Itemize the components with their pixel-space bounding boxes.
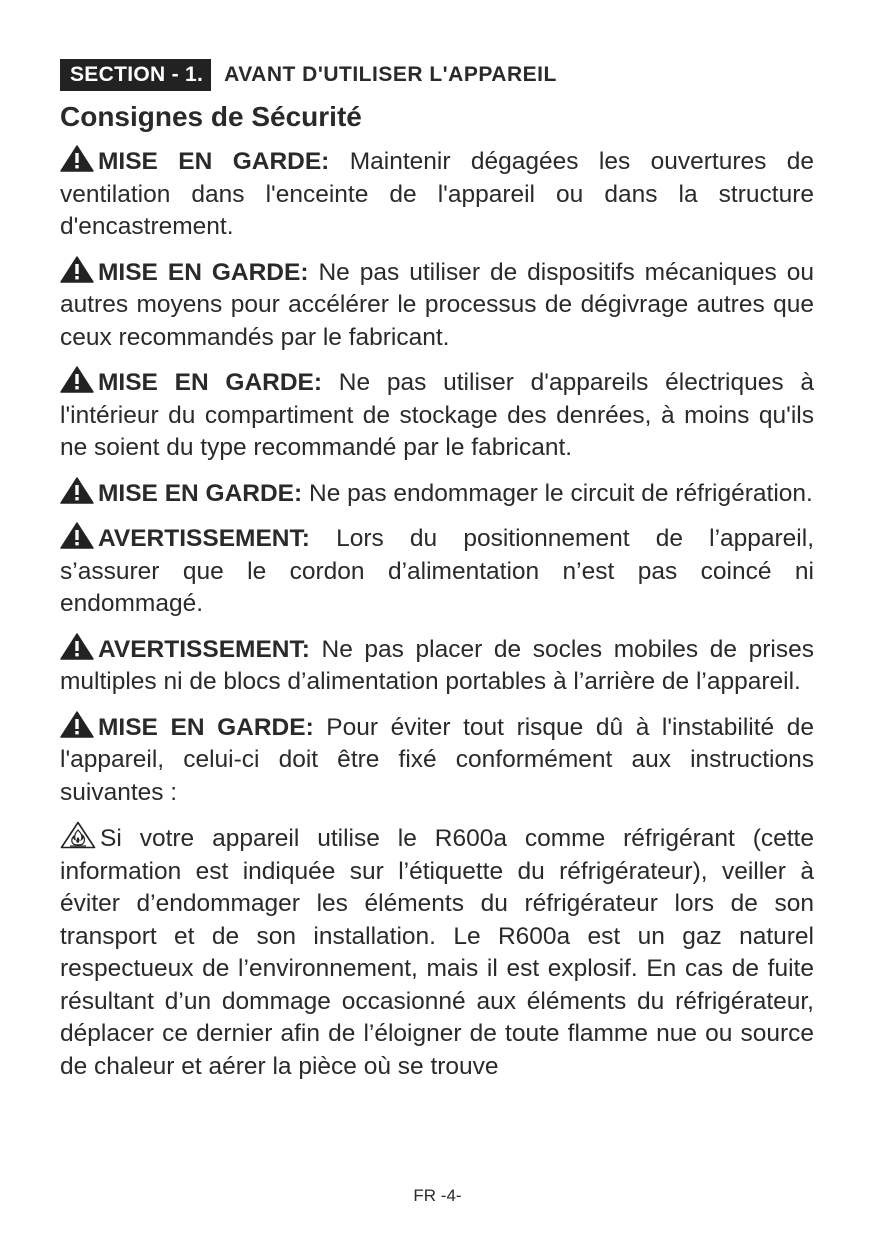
section-badge: SECTION - 1. (60, 59, 211, 91)
safety-item-circuit (60, 477, 814, 511)
item-label: MISE EN GARDE: (98, 713, 314, 741)
page-title: Consignes de Sécurité (60, 101, 362, 132)
section-header (60, 59, 557, 91)
section-title: AVANT D'UTILISER L'APPAREIL (224, 63, 557, 86)
safety-item-ventilation (60, 145, 814, 244)
warning-icon (60, 711, 94, 738)
note-text: Si votre appareil utilise le R600a comme réfrigérant (cette information est indiquée sur l’étiquette du réfrigérateur), veiller à éviter d’endommager les éléments du réfrigérateur lors de son transport et de son installation. Le R600a est un gaz naturel respectueux de l’environnement, mais il est explosif. En cas de fuite résultant d’un dommage occasionné aux éléments du réfrigérateur, déplacer ce dernier afin de l’éloigner de toute flamme nue ou source de chaleur et aérer la pièce où se trouve (60, 825, 814, 1080)
flammable-refrigerant-note (60, 821, 814, 1083)
warning-icon (60, 256, 94, 283)
item-text: Ne pas endommager le circuit de réfrigération. (302, 479, 813, 507)
warning-icon (60, 633, 94, 660)
warning-icon (60, 522, 94, 549)
item-label: MISE EN GARDE: (98, 258, 309, 286)
safety-item-electrical (60, 366, 814, 465)
item-label: MISE EN GARDE: (98, 148, 330, 175)
item-label: MISE EN GARDE: (98, 479, 303, 507)
item-label: AVERTISSEMENT: (98, 635, 310, 663)
item-text: Pour éviter tout risque dû à l'instabilité de l'appareil, celui-ci doit être fixé conformément aux instructions suivantes : (60, 713, 814, 806)
item-label: MISE EN GARDE: (98, 369, 323, 396)
warning-icon (60, 366, 94, 393)
item-text: Lors du positionnement de l’appareil, s’assurer que le cordon d’alimentation n’est pas coincé ni endommagé. (60, 525, 814, 617)
safety-item-defrost (60, 256, 814, 355)
warning-icon (60, 477, 94, 504)
item-text: Ne pas placer de socles mobiles de prises multiples ni de blocs d’alimentation portables à l’arrière de l’appareil. (60, 635, 814, 695)
item-label: AVERTISSEMENT: (98, 525, 310, 552)
safety-item-stability (60, 711, 814, 810)
item-text: Maintenir dégagées les ouvertures de ventilation dans l'enceinte de l'appareil ou dans la structure d'encastrement. (60, 148, 814, 240)
flammable-icon (60, 821, 96, 849)
item-text: Ne pas utiliser de dispositifs mécaniques ou autres moyens pour accélérer le processus de dégivrage autres que ceux recommandés par le fabricant. (60, 258, 815, 351)
page-number: FR -4- (413, 1186, 462, 1205)
safety-item-power-strip (60, 633, 814, 699)
safety-item-power-cord (60, 522, 814, 621)
item-text: Ne pas utiliser d'appareils électriques à l'intérieur du compartiment de stockage des denrées, à moins qu'ils ne soient du type recommandé par le fabricant. (60, 369, 814, 461)
warning-icon (60, 145, 94, 172)
safety-instructions (60, 145, 814, 1095)
